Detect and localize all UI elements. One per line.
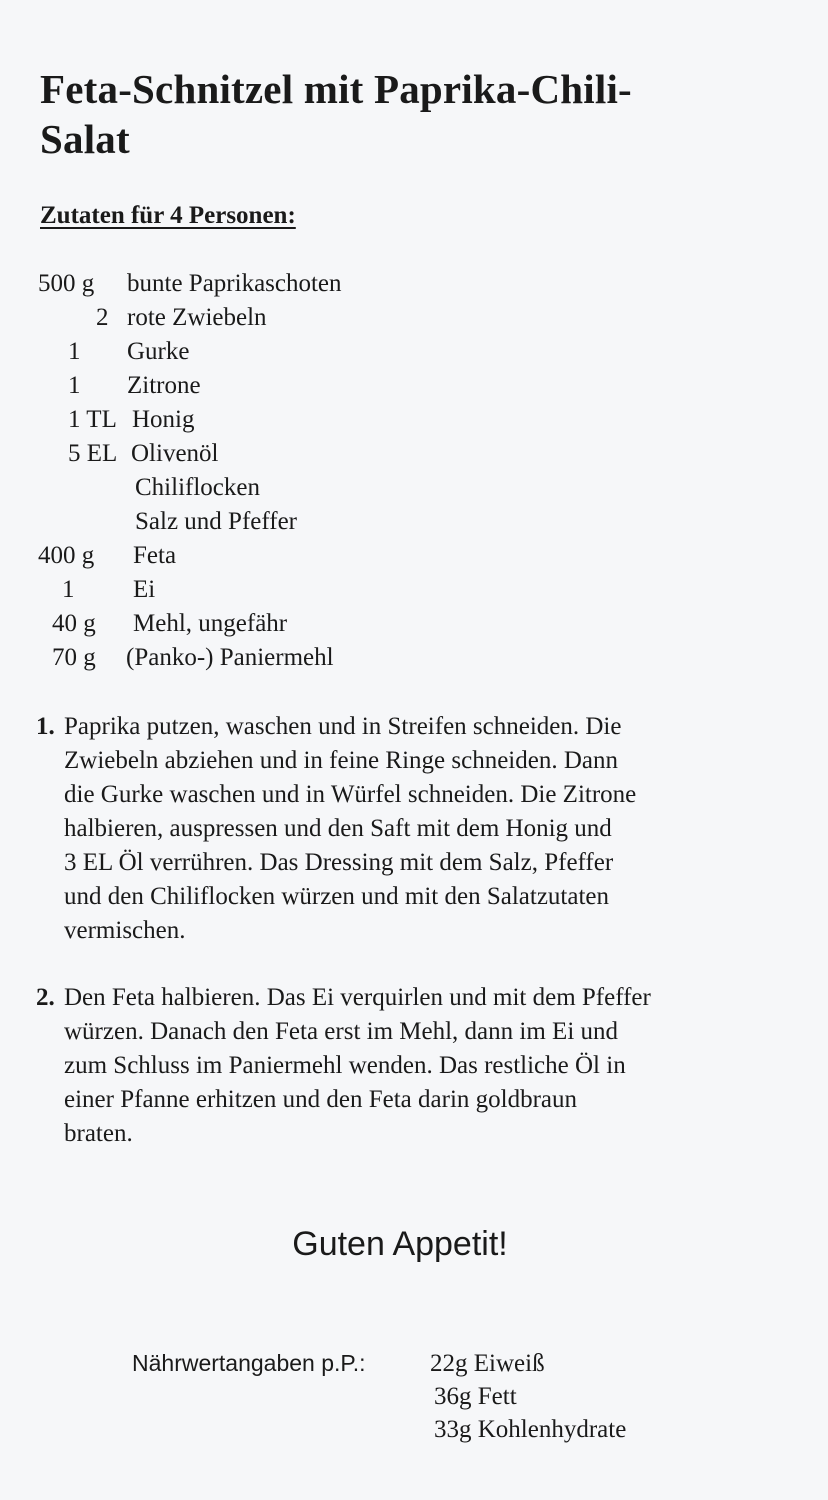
- ingredient-row: [0, 437, 828, 471]
- ingredients-heading: Zutaten für 4 Personen:: [40, 202, 296, 229]
- ingredient-name: rote Zwiebeln: [127, 304, 267, 331]
- ingredient-amount: 70 g: [52, 644, 96, 671]
- ingredient-amount: 1: [62, 576, 75, 603]
- ingredient-list: [0, 267, 828, 675]
- ingredient-row: [0, 505, 828, 539]
- step-line: braten.: [64, 1120, 133, 1147]
- ingredient-name: Honig: [132, 406, 195, 433]
- ingredient-row: [0, 301, 828, 335]
- step-line: halbieren, auspressen und den Saft mit dem Honig und: [64, 815, 612, 842]
- step-number: 1.: [36, 713, 55, 740]
- nutrition-carbs: 33g Kohlenhydrate: [434, 1416, 627, 1443]
- step-line: 3 EL Öl verrühren. Das Dressing mit dem Salz, Pfeffer: [64, 849, 614, 876]
- ingredient-row: [0, 471, 828, 505]
- ingredient-amount: 400 g: [38, 542, 95, 569]
- step-line: einer Pfanne erhitzen und den Feta darin goldbraun: [64, 1086, 578, 1113]
- ingredient-amount: 40 g: [52, 610, 96, 637]
- ingredient-row: [0, 267, 828, 301]
- instruction-step-1: [36, 710, 796, 950]
- instruction-step-2: [36, 981, 796, 1153]
- recipe-title: [40, 64, 740, 164]
- ingredient-amount: 1: [68, 338, 81, 365]
- ingredient-row: [0, 607, 828, 641]
- ingredient-amount: 2: [96, 304, 109, 331]
- ingredient-name: Gurke: [127, 338, 190, 365]
- step-line: die Gurke waschen und in Würfel schneiden. Die Zitrone: [64, 781, 637, 808]
- ingredient-amount: 500 g: [38, 270, 95, 297]
- ingredient-row: [0, 403, 828, 437]
- step-line: Paprika putzen, waschen und in Streifen schneiden. Die: [64, 713, 622, 740]
- recipe-title-line-1: Feta-Schnitzel mit Paprika-Chili-: [40, 66, 632, 112]
- step-line: würzen. Danach den Feta erst im Mehl, dann im Ei und: [64, 1018, 619, 1045]
- step-number: 2.: [36, 984, 55, 1011]
- ingredient-row: [0, 369, 828, 403]
- nutrition-protein: 22g Eiweiß: [430, 1350, 545, 1377]
- nutrition-values: [430, 1347, 626, 1446]
- ingredient-name: Chiliflocken: [135, 474, 260, 501]
- nutrition-label: Nährwertangaben p.P.:: [132, 1350, 366, 1376]
- ingredient-name: Ei: [133, 576, 156, 603]
- step-line: vermischen.: [64, 917, 186, 944]
- closing-greeting: Guten Appetit!: [292, 1225, 508, 1263]
- closing-text: [0, 1222, 828, 1266]
- step-line: Den Feta halbieren. Das Ei verquirlen und mit dem Pfeffer: [64, 984, 651, 1011]
- step-line: Zwiebeln abziehen und in feine Ringe schneiden. Dann: [64, 747, 618, 774]
- ingredient-amount: 1: [68, 372, 81, 399]
- ingredient-name: Zitrone: [127, 372, 201, 399]
- step-line: und den Chiliflocken würzen und mit den Salatzutaten: [64, 883, 609, 910]
- step-text: [64, 710, 784, 948]
- ingredient-name: Mehl, ungefähr: [133, 610, 288, 637]
- ingredient-row: [0, 539, 828, 573]
- ingredient-name: Salz und Pfeffer: [135, 508, 297, 535]
- step-text: [64, 981, 784, 1151]
- ingredient-row: [0, 335, 828, 369]
- step-line: zum Schluss im Paniermehl wenden. Das restliche Öl in: [64, 1052, 626, 1079]
- ingredient-amount: 1 TL: [68, 406, 117, 433]
- recipe-title-line-2: Salat: [40, 116, 130, 162]
- nutrition-fat: 36g Fett: [434, 1383, 517, 1410]
- ingredient-name: (Panko-) Paniermehl: [126, 644, 334, 671]
- ingredient-name: bunte Paprikaschoten: [127, 270, 342, 297]
- ingredient-name: Olivenöl: [131, 440, 219, 467]
- ingredient-row: [0, 641, 828, 675]
- ingredient-name: Feta: [133, 542, 177, 569]
- ingredient-row: [0, 573, 828, 607]
- ingredient-amount: 5 EL: [68, 440, 118, 467]
